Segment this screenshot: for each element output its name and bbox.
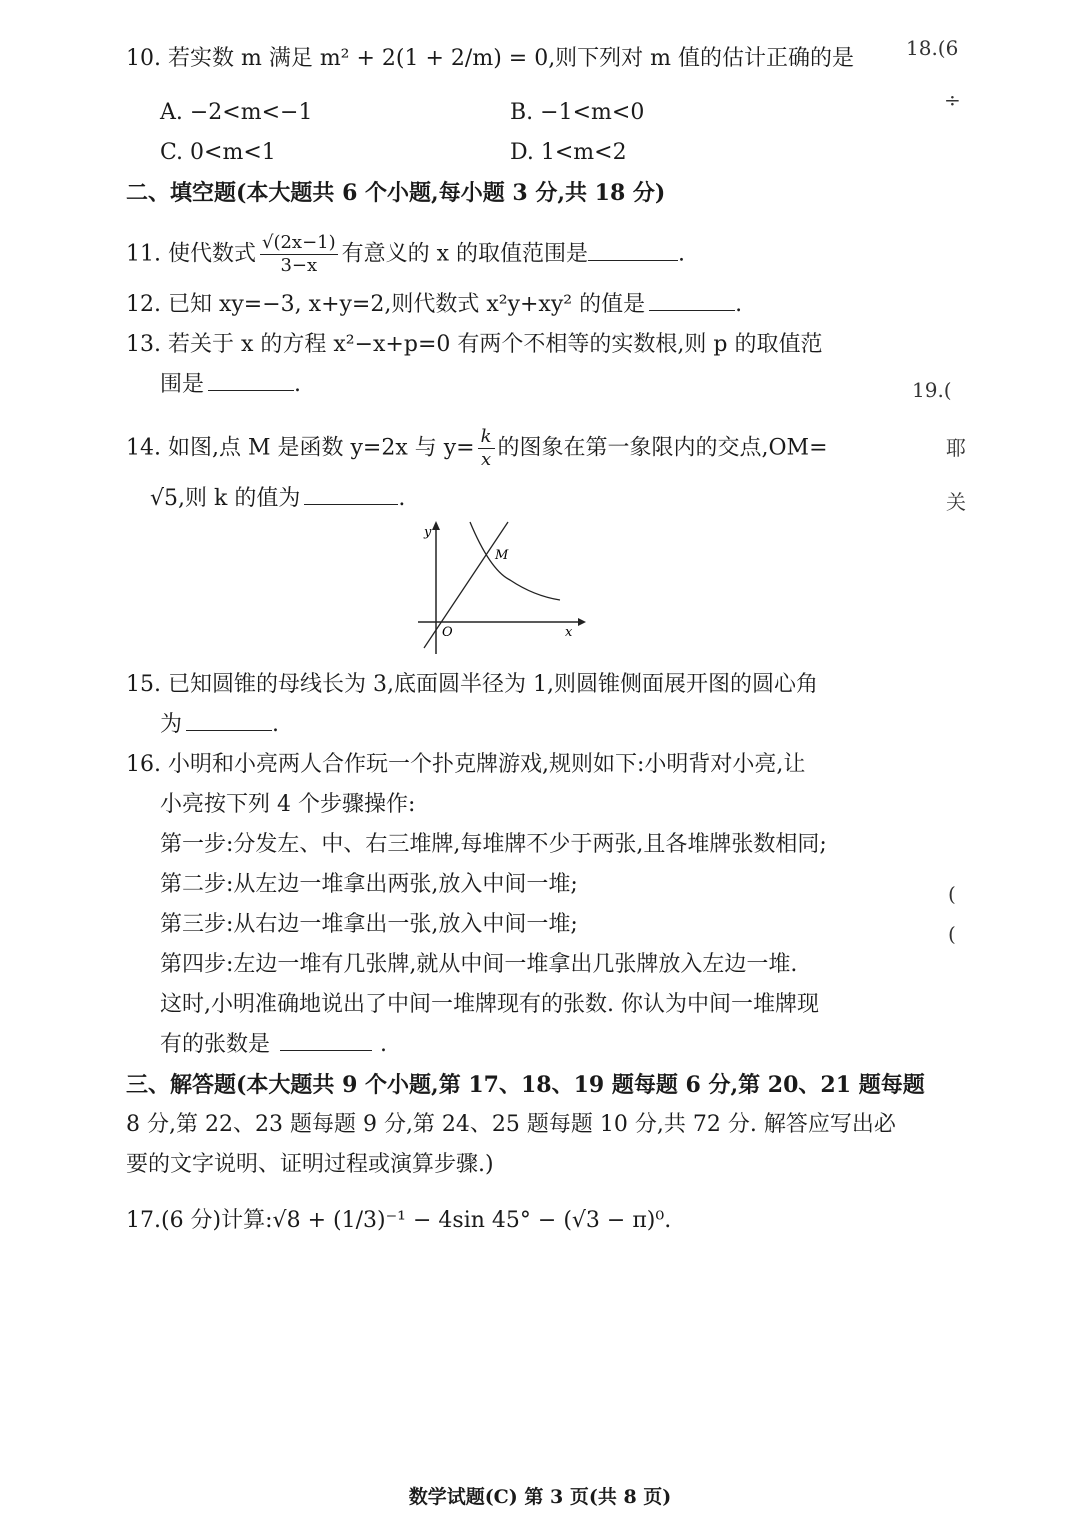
q16-line7: 这时,小明准确地说出了中间一堆牌现有的张数. 你认为中间一堆牌现 (160, 992, 819, 1017)
q10-option-d: D. 1<m<2 (510, 140, 627, 165)
margin-q19-fragment: 19.( (912, 378, 952, 402)
q17: 17.(6 分)计算:√8 + (1/3)⁻¹ − 4sin 45° − (√3 − π)⁰. (126, 1208, 672, 1233)
section3-line3: 要的文字说明、证明过程或演算步骤.) (126, 1152, 494, 1177)
q12-answer-blank[interactable] (649, 290, 735, 311)
q11-fraction (260, 232, 338, 277)
q14-line1-after: 的图象在第一象限内的交点,OM= (497, 435, 828, 461)
q12 (126, 290, 742, 320)
margin-paren-b: ( (948, 922, 956, 946)
q14-frac-den: x (480, 449, 492, 470)
margin-divide-fragment: ÷ (944, 88, 961, 112)
q12-end: . (735, 292, 743, 317)
q16-line2: 小亮按下列 4 个步骤操作: (160, 792, 416, 817)
q13-line2 (160, 370, 301, 400)
graph-y-label: y (424, 525, 432, 540)
q16-end: . (380, 1032, 388, 1057)
graph-point-m-label: M (495, 548, 509, 563)
q13-end: . (294, 372, 302, 397)
page-footer: 数学试题(C) 第 3 页(共 8 页) (408, 1486, 672, 1508)
q14-line2 (150, 484, 405, 514)
q16-line8 (160, 1030, 387, 1060)
q11-before: 11. 使代数式 (126, 241, 256, 267)
q13-line1: 13. 若关于 x 的方程 x²−x+p=0 有两个不相等的实数根,则 p 的取值范 (126, 332, 823, 357)
q16-step1: 第一步:分发左、中、右三堆牌,每堆牌不少于两张,且各堆牌张数相同; (160, 832, 827, 857)
q10-option-c: C. 0<m<1 (160, 140, 276, 165)
y-axis-arrow-icon (432, 521, 440, 530)
margin-paren-a: ( (948, 882, 956, 906)
q10-option-a: A. −2<m<−1 (160, 100, 313, 125)
q11-answer-blank[interactable] (588, 240, 678, 261)
q11-denominator: 3−x (280, 255, 318, 276)
q14-line1 (126, 426, 828, 471)
q13-answer-blank[interactable] (208, 370, 294, 391)
q14-line1-before: 14. 如图,点 M 是函数 y=2x 与 y= (126, 435, 475, 461)
margin-q18-fragment: 18.(6 (906, 36, 959, 60)
q16-line8-text: 有的张数是 (160, 1032, 271, 1057)
x-axis-arrow-icon (578, 618, 586, 626)
q15-line2 (160, 710, 279, 740)
q16-answer-blank[interactable] (280, 1030, 372, 1051)
q11 (126, 232, 685, 277)
q16-step4: 第四步:左边一堆有几张牌,就从中间一堆拿出几张牌放入左边一堆. (160, 952, 798, 977)
q10-option-b: B. −1<m<0 (510, 100, 645, 125)
section3-line2: 8 分,第 22、23 题每题 9 分,第 24、25 题每题 10 分,共 72 分. 解答应写出必 (126, 1112, 896, 1137)
q11-after: 有意义的 x 的取值范围是 (341, 241, 589, 267)
q14-end: . (398, 486, 406, 511)
q16-step2: 第二步:从左边一堆拿出两张,放入中间一堆; (160, 872, 578, 897)
q14-answer-blank[interactable] (304, 484, 398, 505)
q15-answer-blank[interactable] (186, 710, 272, 731)
graph-x-label: x (565, 625, 573, 640)
q11-end: . (678, 241, 686, 267)
hyperbola-y-k-over-x (470, 522, 560, 600)
q10-stem: 10. 若实数 m 满足 m² + 2(1 + 2/m) = 0,则下列对 m 值的估计正确的是 (126, 46, 855, 71)
q11-numerator: √(2x−1) (261, 232, 336, 253)
q15-line1: 15. 已知圆锥的母线长为 3,底面圆半径为 1,则圆锥侧面展开图的圆心角 (126, 672, 818, 697)
q14-frac-num: k (478, 426, 495, 449)
q14-graph (410, 516, 590, 656)
section3-line1: 三、解答题(本大题共 9 个小题,第 17、18、19 题每题 6 分,第 20、21 题每题 (126, 1072, 925, 1098)
q15-end: . (272, 712, 280, 737)
q16-step3: 第三步:从右边一堆拿出一张,放入中间一堆; (160, 912, 578, 937)
q14-line2-text: √5,则 k 的值为 (150, 486, 301, 511)
section2-heading: 二、填空题(本大题共 6 个小题,每小题 3 分,共 18 分) (126, 180, 666, 206)
q14-fraction (478, 426, 495, 471)
margin-fragment-a: 耶 (946, 436, 966, 460)
graph-origin-label: O (442, 625, 453, 640)
q12-text: 12. 已知 xy=−3, x+y=2,则代数式 x²y+xy² 的值是 (126, 292, 646, 317)
q13-line2-text: 围是 (160, 372, 205, 397)
q16-line1: 16. 小明和小亮两人合作玩一个扑克牌游戏,规则如下:小明背对小亮,让 (126, 752, 806, 777)
q15-line2-text: 为 (160, 712, 183, 737)
margin-fragment-b: 关 (946, 490, 966, 514)
